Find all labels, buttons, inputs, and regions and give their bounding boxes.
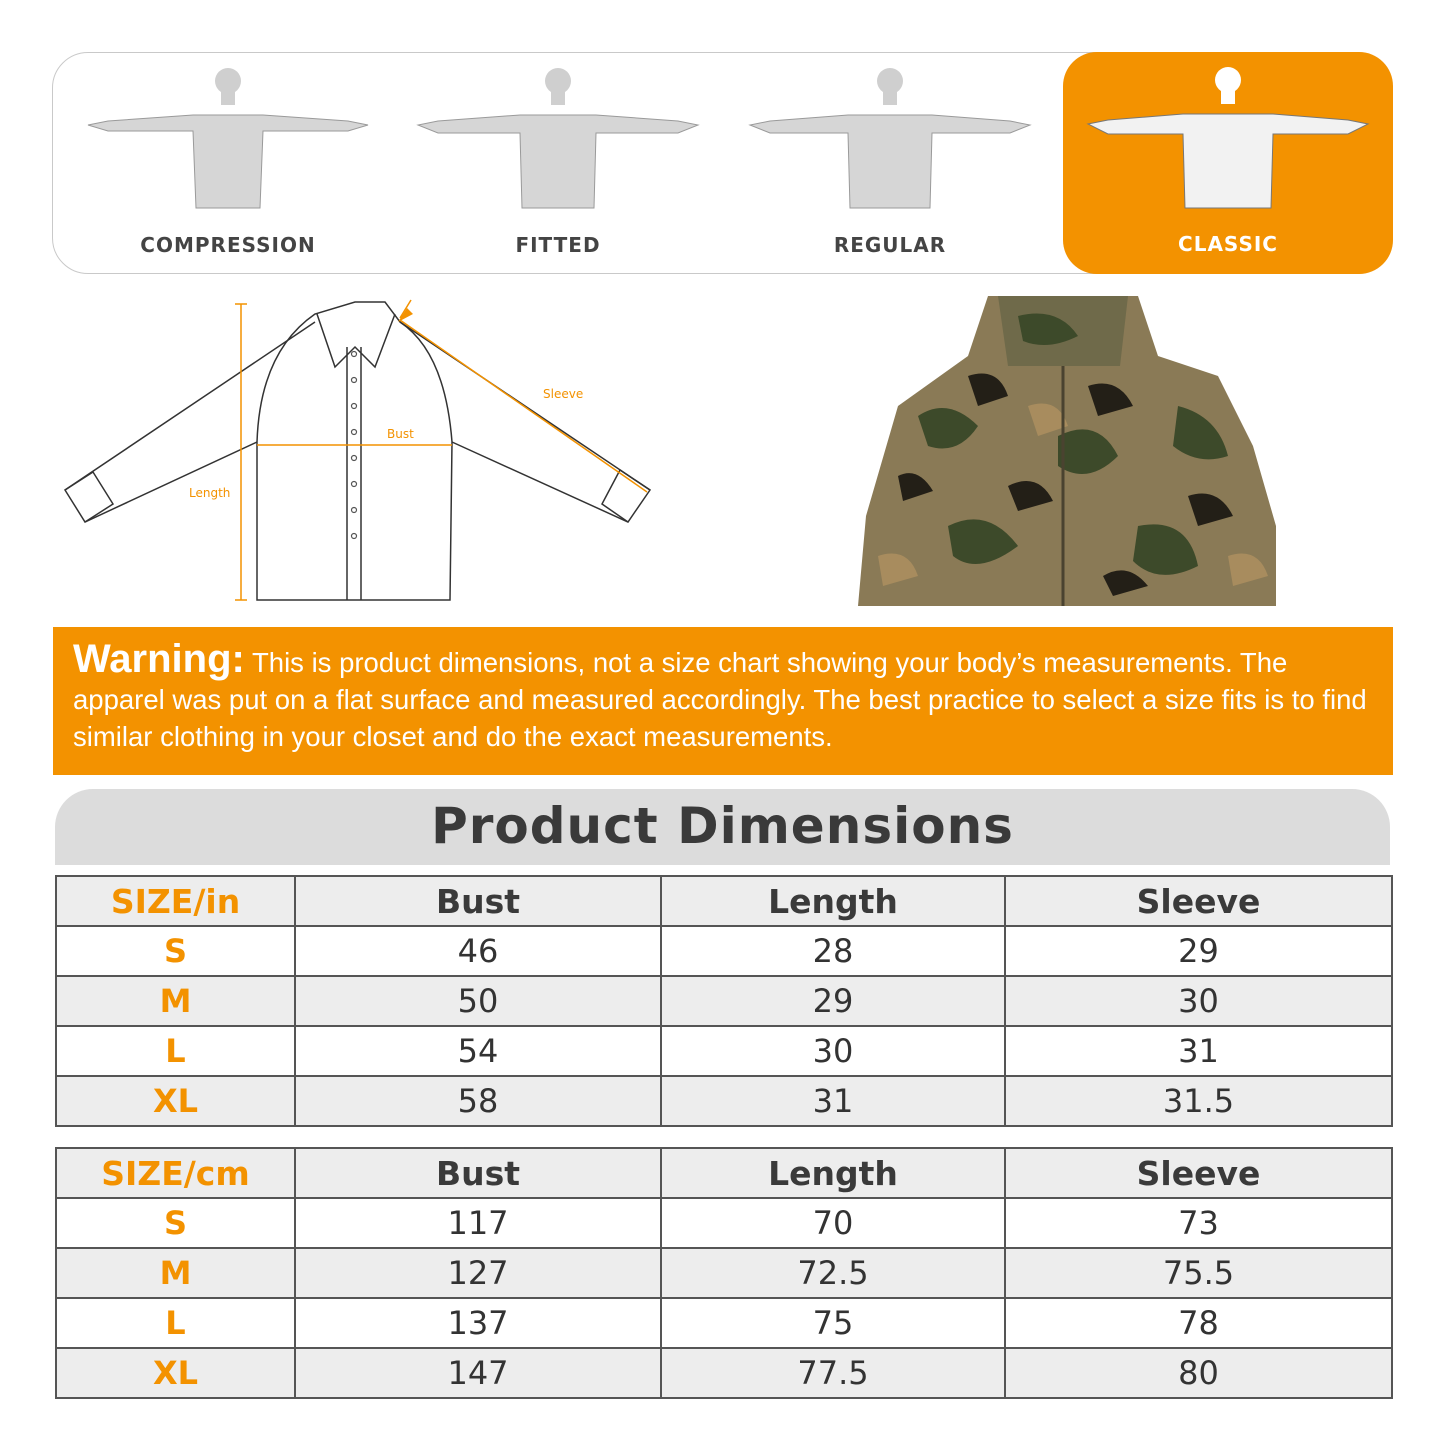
sleeve-header: Sleeve [1005, 876, 1392, 926]
sleeve-label: Sleeve [543, 387, 584, 401]
bust-cell: 50 [295, 976, 661, 1026]
fit-selector [52, 52, 1392, 274]
size-header: SIZE/in [56, 876, 295, 926]
size-cell: XL [56, 1348, 295, 1398]
length-cell: 29 [661, 976, 1005, 1026]
table-row [56, 1298, 1392, 1348]
sleeve-header: Sleeve [1005, 1148, 1392, 1198]
body-silhouette-icon [78, 63, 378, 223]
fit-label: COMPRESSION [140, 233, 316, 257]
bust-cell: 117 [295, 1198, 661, 1248]
dimensions-title: Product Dimensions [431, 797, 1014, 855]
fit-option-compression[interactable] [63, 53, 393, 273]
fit-label: REGULAR [833, 233, 947, 257]
bust-header: Bust [295, 876, 661, 926]
table-header-row [56, 876, 1392, 926]
length-cell: 30 [661, 1026, 1005, 1076]
sleeve-cell: 78 [1005, 1298, 1392, 1348]
table-row [56, 976, 1392, 1026]
size-cell: L [56, 1298, 295, 1348]
bust-cell: 137 [295, 1298, 661, 1348]
bust-label: Bust [387, 427, 414, 441]
warning-banner [53, 627, 1393, 775]
length-header: Length [661, 876, 1005, 926]
fit-option-regular[interactable] [725, 53, 1055, 273]
body-silhouette-icon [740, 63, 1040, 223]
sleeve-cell: 73 [1005, 1198, 1392, 1248]
bust-cell: 54 [295, 1026, 661, 1076]
size-cell: M [56, 1248, 295, 1298]
bust-cell: 58 [295, 1076, 661, 1126]
length-cell: 72.5 [661, 1248, 1005, 1298]
table-row [56, 1076, 1392, 1126]
bust-cell: 46 [295, 926, 661, 976]
warning-body: This is product dimensions, not a size chart showing your body’s measurements. The apparel was put on a flat surface and measured accordingly. The best practice to select a size fits is to find similar clothing in your closet and do the exact measurements. [73, 647, 1367, 752]
size-cell: S [56, 1198, 295, 1248]
sleeve-cell: 75.5 [1005, 1248, 1392, 1298]
bust-cell: 127 [295, 1248, 661, 1298]
size-table-cm [55, 1147, 1393, 1399]
dimensions-header [55, 789, 1390, 865]
size-header: SIZE/cm [56, 1148, 295, 1198]
table-header-row [56, 1148, 1392, 1198]
table-row [56, 1248, 1392, 1298]
shirt-measurement-diagram [55, 292, 675, 612]
sleeve-cell: 31 [1005, 1026, 1392, 1076]
fit-option-classic[interactable] [1063, 52, 1393, 274]
bust-header: Bust [295, 1148, 661, 1198]
length-cell: 77.5 [661, 1348, 1005, 1398]
body-silhouette-icon [408, 63, 708, 223]
sleeve-cell: 29 [1005, 926, 1392, 976]
length-cell: 31 [661, 1076, 1005, 1126]
size-cell: S [56, 926, 295, 976]
product-photo [858, 296, 1276, 606]
sleeve-cell: 80 [1005, 1348, 1392, 1398]
warning-title: Warning: [73, 637, 245, 681]
fit-option-fitted[interactable] [393, 53, 723, 273]
fit-label: FITTED [515, 233, 601, 257]
table-row [56, 1348, 1392, 1398]
warning-text [73, 637, 1375, 755]
table-row [56, 1026, 1392, 1076]
size-cell: M [56, 976, 295, 1026]
fit-label: CLASSIC [1178, 232, 1278, 256]
body-silhouette-icon [1078, 62, 1378, 222]
bust-cell: 147 [295, 1348, 661, 1398]
length-cell: 70 [661, 1198, 1005, 1248]
sleeve-cell: 30 [1005, 976, 1392, 1026]
size-cell: L [56, 1026, 295, 1076]
length-cell: 75 [661, 1298, 1005, 1348]
table-row [56, 1198, 1392, 1248]
length-cell: 28 [661, 926, 1005, 976]
size-cell: XL [56, 1076, 295, 1126]
length-header: Length [661, 1148, 1005, 1198]
length-label: Length [189, 486, 231, 500]
size-table-inches [55, 875, 1393, 1127]
sleeve-cell: 31.5 [1005, 1076, 1392, 1126]
table-row [56, 926, 1392, 976]
